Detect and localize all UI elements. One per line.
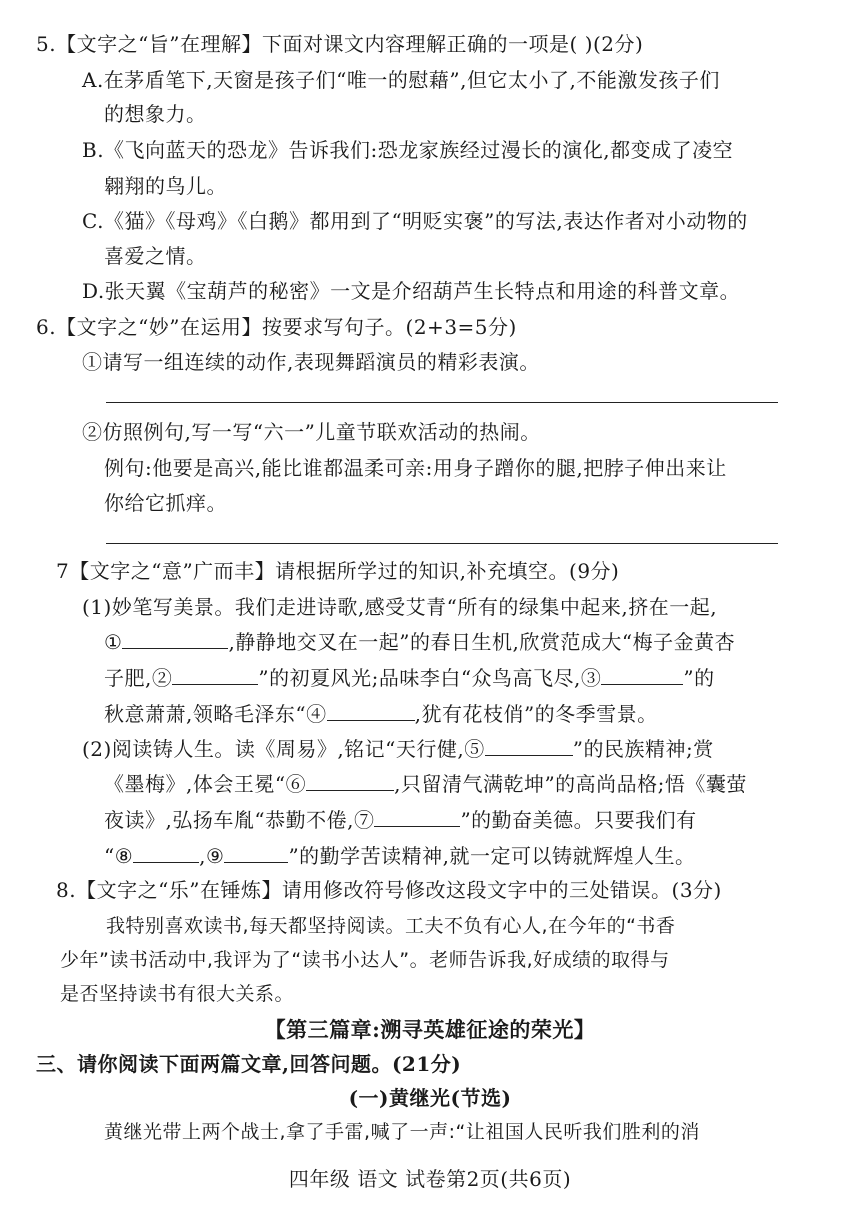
q7-part2-line4-text-b: ,⑨ (199, 844, 225, 868)
q7-part2-line2-text-a: 《墨梅》,体会王冕“⑥ (104, 772, 307, 796)
q7-part2-line1 (82, 735, 714, 763)
q7-part1-line2 (104, 628, 735, 656)
q8-text-line2: 少年”读书活动中,我评为了“读书小达人”。老师告诉我,好成绩的取得与 (60, 949, 670, 971)
q7-part2-line1-text-b: ”的民族精神;赏 (572, 737, 714, 761)
fill-blank-1[interactable] (122, 628, 228, 649)
q7-part1-line3 (104, 664, 715, 692)
q7-part1-line3-text-c: ”的 (683, 666, 715, 690)
q7-part1-line3-text-b: ”的初夏风光;品味李白“众鸟高飞尽,③ (258, 666, 602, 690)
q7-part2-line4-text-c: ”的勤学苦读精神,就一定可以铸就辉煌人生。 (288, 844, 696, 868)
q5-option-b-line1: B.《飞向蓝天的恐龙》告诉我们:恐龙家族经过漫长的演化,都变成了凌空 (82, 138, 734, 162)
q6-example-line2: 你给它抓痒。 (104, 491, 227, 515)
q8-text-line3: 是否坚持读书有很大关系。 (60, 983, 295, 1005)
section3-title: 三、请你阅读下面两篇文章,回答问题。(21分) (36, 1052, 462, 1076)
section3-subtitle: (一)黄继光(节选) (348, 1086, 512, 1110)
q5-option-c-line2: 喜爱之情。 (104, 244, 207, 268)
q6-subquestion-1: ①请写一组连续的动作,表现舞蹈演员的精彩表演。 (82, 350, 540, 374)
q5-option-b-line2: 翱翔的鸟儿。 (104, 174, 227, 198)
q5-option-c-line1: C.《猫》《母鸡》《白鹅》都用到了“明贬实褒”的写法,表达作者对小动物的 (82, 209, 748, 233)
q7-part1-line3-text-a: 子肥,② (104, 666, 173, 690)
q7-part2-line2 (104, 770, 747, 798)
q5-option-a-line1: A.在茅盾笔下,天窗是孩子们“唯一的慰藉”,但它太小了,不能激发孩子们 (82, 68, 720, 92)
fill-blank-4[interactable] (327, 700, 415, 721)
q7-part1-line4-text-b: ,犹有花枝俏”的冬季雪景。 (414, 702, 658, 726)
q8-text-line1: 我特别喜欢读书,每天都坚持阅读。工夫不负有心人,在今年的“书香 (106, 915, 676, 937)
q7-part2-line4-text-a: “⑧ (104, 844, 134, 868)
q7-stem: 7【文字之“意”广而丰】请根据所学过的知识,补充填空。(9分) (56, 559, 620, 583)
page-footer: 四年级 语文 试卷第2页(共6页) (288, 1167, 572, 1191)
q7-part1-line1: (1)妙笔写美景。我们走进诗歌,感受艾青“所有的绿集中起来,挤在一起, (82, 595, 718, 619)
q7-part2-line2-text-b: ,只留清气满乾坤”的高尚品格;悟《囊萤 (394, 772, 747, 796)
fill-blank-6[interactable] (306, 770, 394, 791)
q6-stem: 6.【文字之“妙”在运用】按要求写句子。(2+3=5分) (36, 315, 517, 339)
q7-part1-line4 (104, 700, 658, 728)
fill-blank-5[interactable] (485, 735, 573, 756)
chapter-title: 【第三篇章:溯寻英雄征途的荣光】 (264, 1017, 596, 1042)
fill-blank-3[interactable] (601, 664, 683, 685)
fill-blank-9[interactable] (224, 842, 288, 863)
section3-paragraph-1: 黄继光带上两个战士,拿了手雷,喊了一声:“让祖国人民听我们胜利的消 (104, 1121, 700, 1143)
blank-label-1: ① (104, 630, 123, 654)
q6-subquestion-2: ②仿照例句,写一写“六一”儿童节联欢活动的热闹。 (82, 420, 541, 444)
q5-stem: 5.【文字之“旨”在理解】下面对课文内容理解正确的一项是( )(2分) (36, 32, 644, 56)
fill-blank-8[interactable] (133, 842, 199, 863)
q6-example-line1: 例句:他要是高兴,能比谁都温柔可亲:用身子蹭你的腿,把脖子伸出来让 (104, 456, 727, 480)
q7-part2-line4 (104, 842, 696, 870)
q5-option-d: D.张天翼《宝葫芦的秘密》一文是介绍葫芦生长特点和用途的科普文章。 (82, 279, 741, 303)
q7-part1-line2-text: ,静静地交叉在一起”的春日生机,欣赏范成大“梅子金黄杏 (228, 630, 736, 654)
q7-part2-line3-text-a: 夜读》,弘扬车胤“恭勤不倦,⑦ (104, 808, 375, 832)
q7-part1-line4-text-a: 秋意萧萧,领略毛泽东“④ (104, 702, 327, 726)
q8-stem: 8.【文字之“乐”在锤炼】请用修改符号修改这段文字中的三处错误。(3分) (56, 878, 722, 902)
fill-blank-7[interactable] (374, 806, 460, 827)
q7-part2-line3 (104, 806, 697, 834)
q7-part2-line1-text-a: (2)阅读铸人生。读《周易》,铭记“天行健,⑤ (82, 737, 485, 761)
fill-blank-2[interactable] (172, 664, 258, 685)
q6-answer-line-2[interactable] (106, 543, 778, 544)
q6-answer-line-1[interactable] (106, 402, 778, 403)
q7-part2-line3-text-b: ”的勤奋美德。只要我们有 (460, 808, 697, 832)
q5-option-a-line2: 的想象力。 (104, 102, 207, 126)
